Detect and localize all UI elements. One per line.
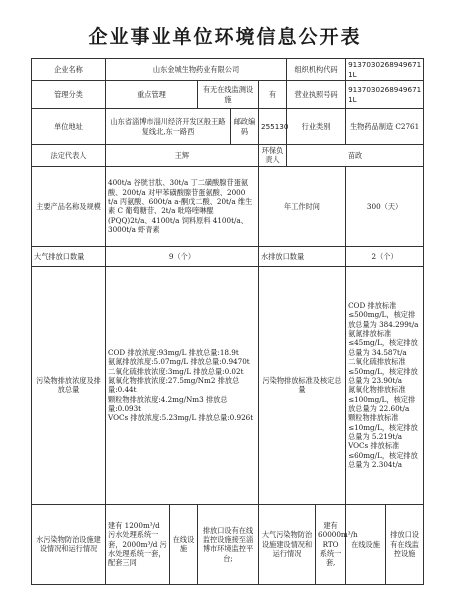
air-outlets-value: 9（个）	[106, 246, 259, 266]
pollutant-line: 二氧化硫排放浓度:3mg/L 排放总量:0.02t	[108, 366, 244, 376]
pollutant-line: 颗粒物排放浓度:4.2mg/Nm3 排放总量:0.093t	[108, 394, 228, 413]
work-time-label: 年工作时间	[259, 166, 346, 246]
air-facility-status: 在线设施	[346, 504, 386, 584]
products-value: 400t/a 谷胱甘肽、30t/a 丁二磺酸腺苷蛋氨酸、200t/a 对甲苯磺酸腺苷蛋氨酸、2000 t/a 丙氨酸、600t/a a-酮戊二酸、20t/a 维生素 C 葡萄糖苷、2t/a 吡咯喹啉醌(PQQ)2t/a、4100t/a 饲料原料 4100t/a、3000t/a 虾青素	[106, 166, 259, 246]
water-facility-status: 在线设施	[170, 504, 198, 584]
pollutant-line: 氮氧化物排放浓度:27.5mg/Nm2 排放总量:0.44t	[108, 375, 240, 395]
table-row	[32, 81, 424, 109]
water-outlets-value: 2（个）	[346, 246, 424, 266]
business-license-label: 营业执照号码	[287, 81, 346, 109]
env-person-value: 苗政	[287, 145, 424, 167]
air-facility-desc: 建有 60000m³/h RTO 系统一套,	[316, 504, 346, 584]
table-row	[32, 504, 424, 584]
document-title: 企业事业单位环境信息公开表	[88, 26, 362, 48]
standard-line: 二氧化硫排放标准≤50mg/L，核定排放总量为 23.90t/a	[348, 357, 418, 385]
pollutant-line: 氨氮排放浓度:5.07mg/L 排放总量:0.9470t	[108, 357, 250, 367]
pollutant-conc-list	[106, 266, 259, 504]
air-outlets-label: 大气排放口数量	[32, 246, 106, 266]
management-label: 管理分类	[32, 81, 106, 109]
standard-line: VOCs 排放标准≤60mg/L，核定排放总量为 2.304t/a	[348, 441, 418, 470]
legal-rep-value: 王辉	[106, 145, 259, 167]
online-monitor-value: 有	[259, 81, 287, 109]
business-license-value: 9137030268949671 1L	[346, 81, 424, 109]
industry-label: 行业类别	[287, 109, 346, 145]
pollutant-conc-label: 污染物排放浓度及排放总量	[32, 266, 106, 504]
org-code-value: 9137030268949671 1L	[346, 59, 424, 81]
work-time-value: 300（天）	[346, 166, 424, 246]
online-monitor-label: 有无在线监测设施	[198, 81, 259, 109]
pollutant-std-label: 污染物排放标准及核定总量	[259, 266, 346, 504]
products-label: 主要产品名称及规模	[32, 166, 106, 246]
table-row	[32, 266, 424, 504]
org-code-label: 组织机构代码	[287, 59, 346, 81]
water-facility-note: 排放口设有在线监控设施接至淄博市环境监控平台;	[198, 504, 259, 584]
env-info-table	[31, 58, 424, 585]
env-person-label: 环保负责人	[259, 145, 287, 167]
pollutant-std-list	[346, 266, 424, 504]
table-row	[32, 145, 424, 167]
legal-rep-label: 法定代表人	[32, 145, 106, 167]
table-row	[32, 246, 424, 266]
water-facility-label: 水污染物防治设施建设情况和运行情况	[32, 504, 106, 584]
air-facility-label: 大气污染物防治设施建设情况和运行情况	[259, 504, 316, 584]
standard-line: 颗粒物排放标准≤10mg/L，核定排放总量为 5.219t/a	[348, 413, 418, 442]
water-outlets-label: 水排放口数量	[259, 246, 346, 266]
table-row	[32, 59, 424, 81]
address-value: 山东省淄博市淄川经济开发区般王路复线北,东一路西	[106, 109, 231, 145]
company-label: 企业名称	[32, 59, 106, 81]
postcode-label: 邮政编码	[231, 109, 259, 145]
industry-value: 生物药品制造 C2761	[346, 109, 424, 145]
postcode-value: 255130	[259, 109, 287, 145]
air-facility-note: 排放口设有在线监控设施	[386, 504, 424, 584]
pollutant-line: COD 排放浓度:93mg/L 排放总量:18.9t	[108, 347, 239, 357]
address-label: 单位地址	[32, 109, 106, 145]
standard-line: 氮氧化物排放标准≤100mg/L，核定排放总量为 22.60t/a	[348, 385, 416, 413]
standard-line: 氨氮排放标准≤45mg/L，核定排放总量为 34.587t/a	[348, 329, 418, 357]
table-row	[32, 166, 424, 246]
management-value: 重点管理	[106, 81, 198, 109]
water-facility-desc: 建有 1200m³/d 污水处理系统一套，2000m³/d 污水处理系统一套，配套三同	[106, 504, 170, 584]
pollutant-line: VOCs 排放浓度:5.23mg/L 排放总量:0.926t	[108, 413, 254, 423]
company-value: 山东金城生物药业有限公司	[106, 59, 287, 81]
table-row	[32, 109, 424, 145]
standard-line: COD 排放标准≤500mg/L，核定排放总量为 384.299t/a	[348, 300, 419, 329]
